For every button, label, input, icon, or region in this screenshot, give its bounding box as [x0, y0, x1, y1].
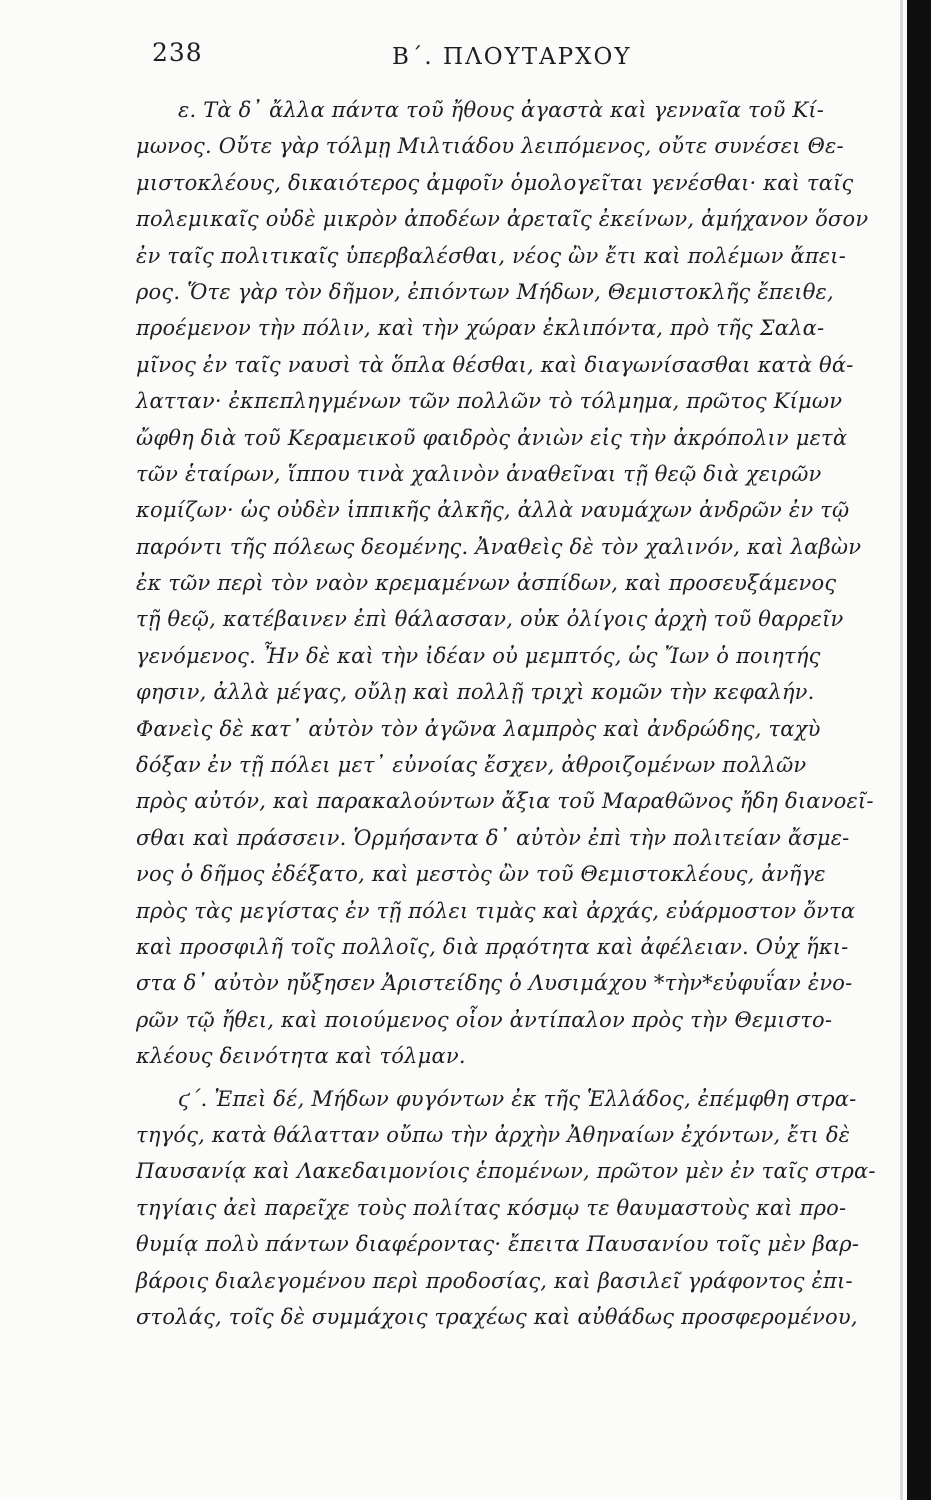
- text-line: προέμενον τὴν πόλιν, καὶ τὴν χώραν ἐκλιπόντα, πρὸ τῆς Σαλα-: [136, 316, 825, 341]
- text-line: στολάς, τοῖς δὲ συμμάχοις τραχέως καὶ αὐθάδως προσφερομένου,: [136, 1304, 858, 1329]
- text-line: πρὸς αὐτόν, καὶ παρακαλούντων ἄξια τοῦ Μαραθῶνος ἤδη διανοεῖ-: [136, 789, 874, 814]
- text-line: νος ὁ δῆμος ἐδέξατο, καὶ μεστὸς ὢν τοῦ Θεμιστοκλέους, ἀνῆγε: [136, 862, 826, 887]
- text-line: γενόμενος. Ἦν δὲ καὶ τὴν ἰδέαν οὐ μεμπτός, ὡς Ἴων ὁ ποιητής: [136, 643, 821, 668]
- text-line: ϛ΄. Ἐπεὶ δέ, Μήδων φυγόντων ἐκ τῆς Ἑλλάδος, ἐπέμφθη στρα-: [178, 1086, 857, 1111]
- text-line: ρῶν τῷ ἤθει, καὶ ποιούμενος οἷον ἀντίπαλον πρὸς τὴν Θεμιστο-: [136, 1007, 833, 1032]
- text-line: τηγός, κατὰ θάλατταν οὔπω τὴν ἀρχὴν Ἀθηναίων ἐχόντων, ἔτι δὲ: [136, 1122, 851, 1147]
- text-line: τηγίαις ἀεὶ παρεῖχε τοὺς πολίτας κόσμῳ τε θαυμαστοὺς καὶ προ-: [136, 1195, 847, 1220]
- text-line: μωνος. Οὔτε γὰρ τόλμῃ Μιλτιάδου λειπόμενος, οὔτε συνέσει Θε-: [136, 134, 844, 159]
- text-line: κλέους δεινότητα καὶ τόλμαν.: [136, 1044, 466, 1069]
- text-line: πολεμικαῖς οὐδὲ μικρὸν ἀποδέων ἀρεταῖς ἐκείνων, ἀμήχανον ὅσον: [136, 207, 869, 232]
- scan-edge: [907, 0, 931, 1500]
- text-line: ἐκ τῶν περὶ τὸν ναὸν κρεμαμένων ἀσπίδων, καὶ προσευξάμενος: [136, 571, 837, 596]
- text-line: θυμίᾳ πολὺ πάντων διαφέροντας· ἔπειτα Παυσανίου τοῖς μὲν βαρ-: [136, 1232, 860, 1257]
- text-line: παρόντι τῆς πόλεως δεομένης. Ἀναθεὶς δὲ τὸν χαλινόν, καὶ λαβὼν: [136, 534, 862, 559]
- text-line: Παυσανίᾳ καὶ Λακεδαιμονίοις ἑπομένων, πρῶτον μὲν ἐν ταῖς στρα-: [136, 1159, 876, 1184]
- text-line: ὤφθη διὰ τοῦ Κεραμεικοῦ φαιδρὸς ἀνιὼν εἰς τὴν ἀκρόπολιν μετὰ: [136, 425, 848, 450]
- text-line: δόξαν ἐν τῇ πόλει μετ᾽ εὐνοίας ἔσχεν, ἀθροιζομένων πολλῶν: [136, 753, 807, 778]
- text-line: μιστοκλέους, δικαιότερος ἀμφοῖν ὁμολογεῖται γενέσθαι· καὶ ταῖς: [136, 170, 854, 195]
- text-line: κομίζων· ὡς οὐδὲν ἱππικῆς ἀλκῆς, ἀλλὰ ναυμάχων ἀνδρῶν ἐν τῷ: [136, 498, 850, 523]
- text-line: βάροις διαλεγομένου περὶ προδοσίας, καὶ βασιλεῖ γράφοντος ἐπι-: [136, 1268, 853, 1293]
- text-line: καὶ προσφιλῆ τοῖς πολλοῖς, διὰ πρᾳότητα καὶ ἀφέλειαν. Οὐχ ἥκι-: [136, 934, 849, 959]
- text-line: τῇ θεῷ, κατέβαινεν ἐπὶ θάλασσαν, οὐκ ὀλίγοις ἀρχὴ τοῦ θαρρεῖν: [136, 607, 844, 632]
- text-line: φησιν, ἀλλὰ μέγας, οὔλῃ καὶ πολλῇ τριχὶ κομῶν τὴν κεφαλήν.: [136, 680, 815, 705]
- text-line: ρος. Ὅτε γὰρ τὸν δῆμον, ἐπιόντων Μήδων, Θεμιστοκλῆς ἔπειθε,: [136, 279, 834, 304]
- page-gutter-line: [900, 0, 903, 1500]
- text-line: πρὸς τὰς μεγίστας ἐν τῇ πόλει τιμὰς καὶ ἀρχάς, εὐάρμοστον ὄντα: [136, 898, 856, 923]
- text-line: Φανεὶς δὲ κατ᾽ αὐτὸν τὸν ἀγῶνα λαμπρὸς καὶ ἀνδρώδης, ταχὺ: [136, 716, 821, 741]
- text-line: ε. Τὰ δ᾽ ἄλλα πάντα τοῦ ἤθους ἀγαστὰ καὶ γενναῖα τοῦ Κί-: [178, 98, 825, 122]
- text-line: μῖνος ἐν ταῖς ναυσὶ τὰ ὅπλα θέσθαι, καὶ διαγωνίσασθαι κατὰ θά-: [136, 352, 854, 377]
- text-line: τῶν ἑταίρων, ἵππου τινὰ χαλινὸν ἀναθεῖναι τῇ θεῷ διὰ χειρῶν: [136, 461, 822, 486]
- body-text: [136, 92, 876, 1335]
- page-number: 238: [152, 38, 203, 67]
- text-line: λατταν· ἐκπεπληγμένων τῶν πολλῶν τὸ τόλμημα, πρῶτος Κίμων: [136, 389, 843, 414]
- text-line: ἐν ταῖς πολιτικαῖς ὑπερβαλέσθαι, νέος ὢν ἔτι καὶ πολέμων ἄπει-: [136, 243, 847, 268]
- text-line: σθαι καὶ πράσσειν. Ὁρμήσαντα δ᾽ αὐτὸν ἐπὶ τὴν πολιτείαν ἄσμε-: [136, 825, 850, 850]
- text-line: στα δ᾽ αὐτὸν ηὔξησεν Ἀριστείδης ὁ Λυσιμάχου *τὴν*εὐφυΐαν ἐνο-: [136, 971, 853, 996]
- running-head: Β΄. ΠΛΟΥΤΑΡΧΟΥ: [392, 44, 632, 70]
